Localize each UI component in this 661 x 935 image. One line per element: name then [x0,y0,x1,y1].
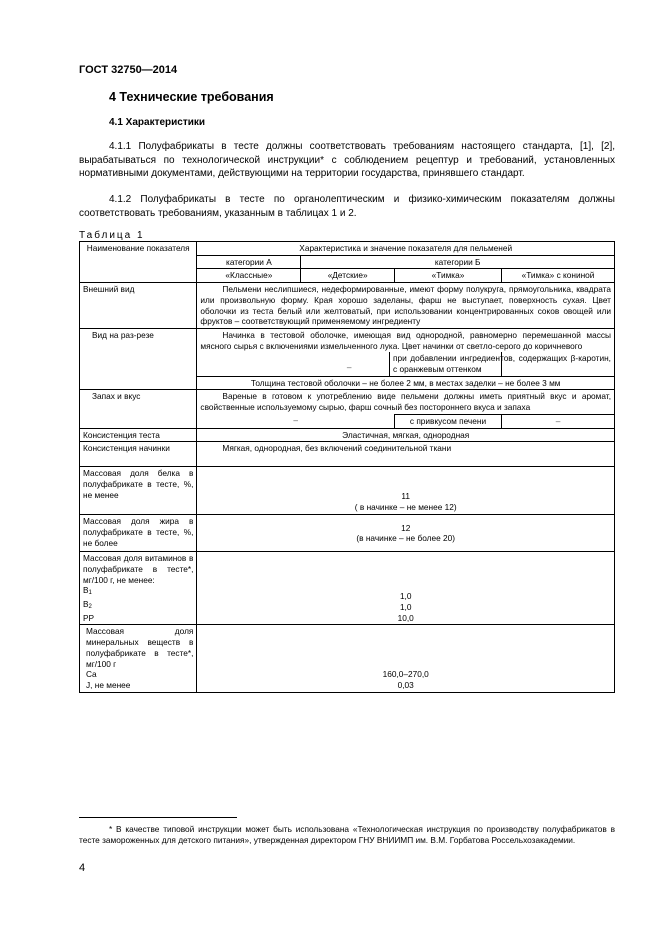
vitamin-pp-value: 10,0 [397,612,414,623]
row-name: Консистенция начинки [80,442,197,467]
header-kids: «Детские» [301,269,395,283]
table-row [80,552,615,625]
paragraph-4-1-1: 4.1.1 Полуфабрикаты в тесте должны соответствовать требованиям настоящего стандарта, [1], [2], вырабатываться по технологической инструкции* с соблюдением рецептур и требований, установленных нормативными документами, действующими на территории государства, принявшего стандарт. [79,141,615,179]
table-row [80,515,615,552]
vitamin-b2-value: 1,0 [399,602,412,613]
table-row [80,428,615,442]
row-value: Эластичная, мягкая, однородная [197,428,615,442]
header-classic: «Классные» [197,269,301,283]
row-value: Мягкая, однородная, без включений соединительной ткани [197,442,615,467]
table-caption: Таблица 1 [79,230,145,241]
header-cat-a: категории А [197,255,301,269]
mineral-ca-label: Ca [86,669,97,680]
row-name: Консистенция теста [80,428,197,442]
row-value: Вареные в готовом к употреблению виде пельмени должны иметь приятный вкус и аромат, свойственные используемому сырью, фарш сочный без постороннего вкуса и запаха [197,390,615,414]
vitamin-b2-label: B2 [83,599,92,611]
requirements-table [79,241,615,693]
header-tymka-horse: «Тимка» с кониной [502,269,615,283]
carotene-note: при добавлении ингредиентов, содержащих β-каротин, с оранжевым оттенком [389,352,614,375]
row-value: Толщина тестовой оболочки – не более 2 мм, в местах заделки – не более 3 мм [197,376,615,390]
table-header-row [80,242,615,256]
liver-note: с привкусом печени [394,414,501,428]
vitamin-pp-label: PP [83,612,95,623]
fat-note: (в начинке – не более 20) [356,533,456,544]
dash-mark: – [555,415,561,426]
table-row [80,442,615,467]
row-name: Массовая доля минеральных веществ в полуфабрикате в тесте*, мг/100 г [86,626,194,669]
row-name: Запах и вкус [80,390,197,428]
subsection-title: 4.1 Характеристики [109,117,206,128]
dash-mark: – [346,362,352,373]
table-row [80,328,615,352]
page-number: 4 [79,862,86,874]
mineral-j-label: J, не менее [86,679,131,690]
row-name: Массовая доля витаминов в полуфабрикате в тесте*, мг/100 г, не менее: [83,553,194,585]
mineral-ca-value: 160,0–270,0 [382,669,429,680]
paragraph-4-1-2: 4.1.2 Полуфабрикаты в тесте по органолептическим и физико-химическим показателям должны соответствовать требованиям, указанным в таблицах 1 и 2. [79,194,615,219]
vitamin-b1-value: 1,0 [399,591,412,602]
row-name: Массовая доля жира в полуфабрикате в тесте, %, не более [80,515,197,552]
row-name: Внешний вид [80,283,197,329]
standard-header: ГОСТ 32750—2014 [79,64,178,76]
vitamin-b1-label: B1 [83,585,92,597]
header-tymka: «Тимка» [394,269,501,283]
table-row [80,390,615,414]
row-name: Вид на раз-резе [80,328,197,390]
row-name: Массовая доля белка в полуфабрикате в тесте, %, не менее [80,467,197,515]
footnote-rule [79,817,237,818]
fat-value: 12 [401,522,411,533]
table-row [80,467,615,515]
table-row [80,283,615,329]
header-span: Характеристика и значение показателя для пельменей [197,242,615,256]
dash-mark: – [293,415,298,426]
header-cat-b: категории Б [301,255,615,269]
footnote: * В качестве типовой инструкции может быть использована «Технологическая инструкция по производству полуфабрикатов в тесте замороженных для детского питания», утвержденная директором ГНУ ВНИИМП им. В.М. Горбатова Россельхозакадемии. [79,824,615,845]
table-row [80,625,615,692]
protein-note: ( в начинке – не менее 12) [354,501,457,512]
section-title: 4 Технические требования [109,90,274,104]
row-value: Начинка в тестовой оболочке, имеющая вид однородной, равномерно перемешанной массы мясного сырья с включениями измельченного лука. Цвет начинки от светло-серого до коричневого [197,328,615,352]
mineral-j-value: 0,03 [397,679,414,690]
row-value: Пельмени неслипшиеся, недеформированные, имеют форму полукруга, прямоугольника, квадрата или произвольную форму. Края хорошо заделаны, фарш не выступает, поверхность сухая. Цвет оболочки из теста белый или желтоватый, при использовании концентрированных соков овощей или фруктов – соответствующий применяемому ингредиенту [197,283,615,329]
header-name: Наименование показателя [80,242,197,283]
protein-value: 11 [401,490,411,501]
